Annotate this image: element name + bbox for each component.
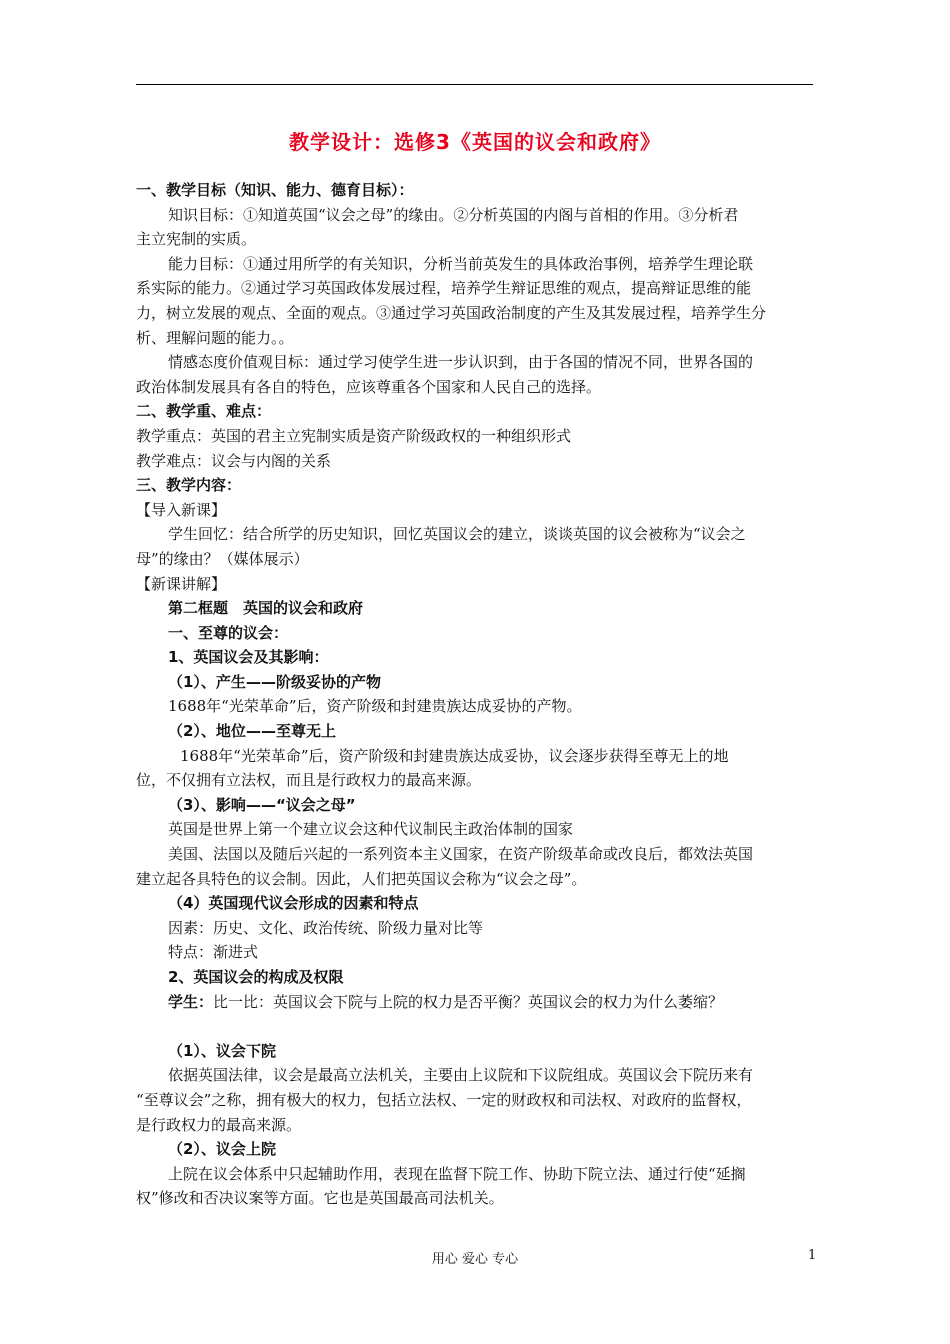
- page-title: 教学设计：选修3《英国的议会和政府》: [289, 130, 661, 154]
- item-heading: （1）、产生——阶级妥协的产物: [168, 672, 381, 691]
- item-text: 1688年“光荣革命”后，资产阶级和封建贵族达成妥协，议会逐步获得至尊无上的地: [180, 746, 729, 765]
- page-number: 1: [808, 1248, 817, 1263]
- footer-motto: 用心 爱心 专心: [431, 1252, 519, 1267]
- ability-goal-line: 析、理解问题的能力。。: [136, 328, 294, 347]
- student-label: 学生：: [168, 992, 214, 1011]
- key-point: 教学重点：英国的君主立宪制实质是资产阶级政权的一种组织形式: [136, 426, 572, 445]
- intro-label: 【导入新课】: [136, 500, 227, 519]
- item-text: 建立起各具特色的议会制。因此，人们把英国议会称为“议会之母”。: [136, 869, 587, 888]
- content-heading: 三、教学内容：: [136, 476, 242, 495]
- item-text: 是行政权力的最高来源。: [136, 1115, 302, 1134]
- item-heading: （2）、地位——至尊无上: [168, 722, 336, 741]
- item-text: 因素：历史、文化、政治传统、阶级力量对比等: [168, 918, 484, 937]
- sub-heading: 1、英国议会及其影响：: [168, 648, 329, 667]
- intro-line: 学生回忆：结合所学的历史知识，回忆英国议会的建立，谈谈英国的议会被称为“议会之: [168, 525, 746, 544]
- item-text: 位，不仅拥有立法权，而且是行政权力的最高来源。: [136, 771, 482, 790]
- ability-goal-line: 力，树立发展的观点、全面的观点。③通过学习英国政治制度的产生及其发展过程，培养学生分: [136, 303, 767, 322]
- item-heading: （1）、议会下院: [168, 1041, 276, 1060]
- item-text: 上院在议会体系中只起辅助作用，表现在监督下院工作、协助下院立法、通过行使“延搁: [168, 1164, 746, 1183]
- item-heading: （2）、议会上院: [168, 1140, 276, 1159]
- key-heading: 二、教学重、难点：: [136, 402, 272, 421]
- document-body: [136, 178, 815, 1211]
- ability-goal-line: 系实际的能力。②通过学习英国政体发展过程，培养学生辩证思维的观点，提高辩证思维的能: [136, 279, 752, 298]
- new-lesson-label: 【新课讲解】: [136, 574, 227, 593]
- item-text: 依据英国法律，议会是最高立法机关，主要由上议院和下议院组成。英国议会下院历来有: [168, 1066, 754, 1085]
- intro-line: 母”的缘由？（媒体展示）: [136, 549, 309, 568]
- item-heading: （3）、影响——“议会之母”: [168, 795, 356, 814]
- item-text: 权”修改和否决议案等方面。它也是英国最高司法机关。: [136, 1189, 504, 1208]
- student-text: 比一比：英国议会下院与上院的权力是否平衡？英国议会的权力为什么萎缩？: [213, 992, 724, 1011]
- goals-heading: 一、教学目标（知识、能力、德育目标）：: [136, 181, 414, 199]
- blank-line: [136, 1014, 815, 1039]
- student-question: [136, 990, 815, 1015]
- frame-title: 第二框题 英国的议会和政府: [168, 599, 364, 618]
- emotion-goal-line: 政治体制发展具有各自的特色，应该尊重各个国家和人民自己的选择。: [136, 377, 602, 396]
- knowledge-goal-line: 知识目标：①知道英国“议会之母”的缘由。②分析英国的内阁与首相的作用。③分析君: [168, 205, 739, 224]
- item-text: 特点：渐进式: [168, 943, 259, 962]
- emotion-goal-line: 情感态度价值观目标：通过学习使学生进一步认识到，由于各国的情况不同，世界各国的: [168, 353, 754, 372]
- header-rule: [136, 84, 813, 85]
- item-text: 美国、法国以及随后兴起的一系列资本主义国家，在资产阶级革命或改良后，都效法英国: [168, 845, 754, 864]
- sub-heading: 2、英国议会的构成及权限: [168, 968, 344, 986]
- knowledge-goal-line: 主立宪制的实质。: [136, 230, 257, 249]
- item-text: “至尊议会”之称，拥有极大的权力，包括立法权、一定的财政权和司法权、对政府的监督权，: [136, 1090, 752, 1109]
- item-heading: （4）英国现代议会形成的因素和特点: [168, 894, 419, 913]
- ability-goal-line: 能力目标：①通过用所学的有关知识，分析当前英发生的具体政治事例，培养学生理论联: [168, 254, 754, 273]
- item-text: 1688年“光荣革命”后，资产阶级和封建贵族达成妥协的产物。: [168, 697, 582, 716]
- item-text: 英国是世界上第一个建立议会这种代议制民主政治体制的国家: [168, 820, 574, 839]
- part-heading: 一、至尊的议会：: [168, 623, 289, 642]
- difficult-point: 教学难点：议会与内阁的关系: [136, 451, 332, 470]
